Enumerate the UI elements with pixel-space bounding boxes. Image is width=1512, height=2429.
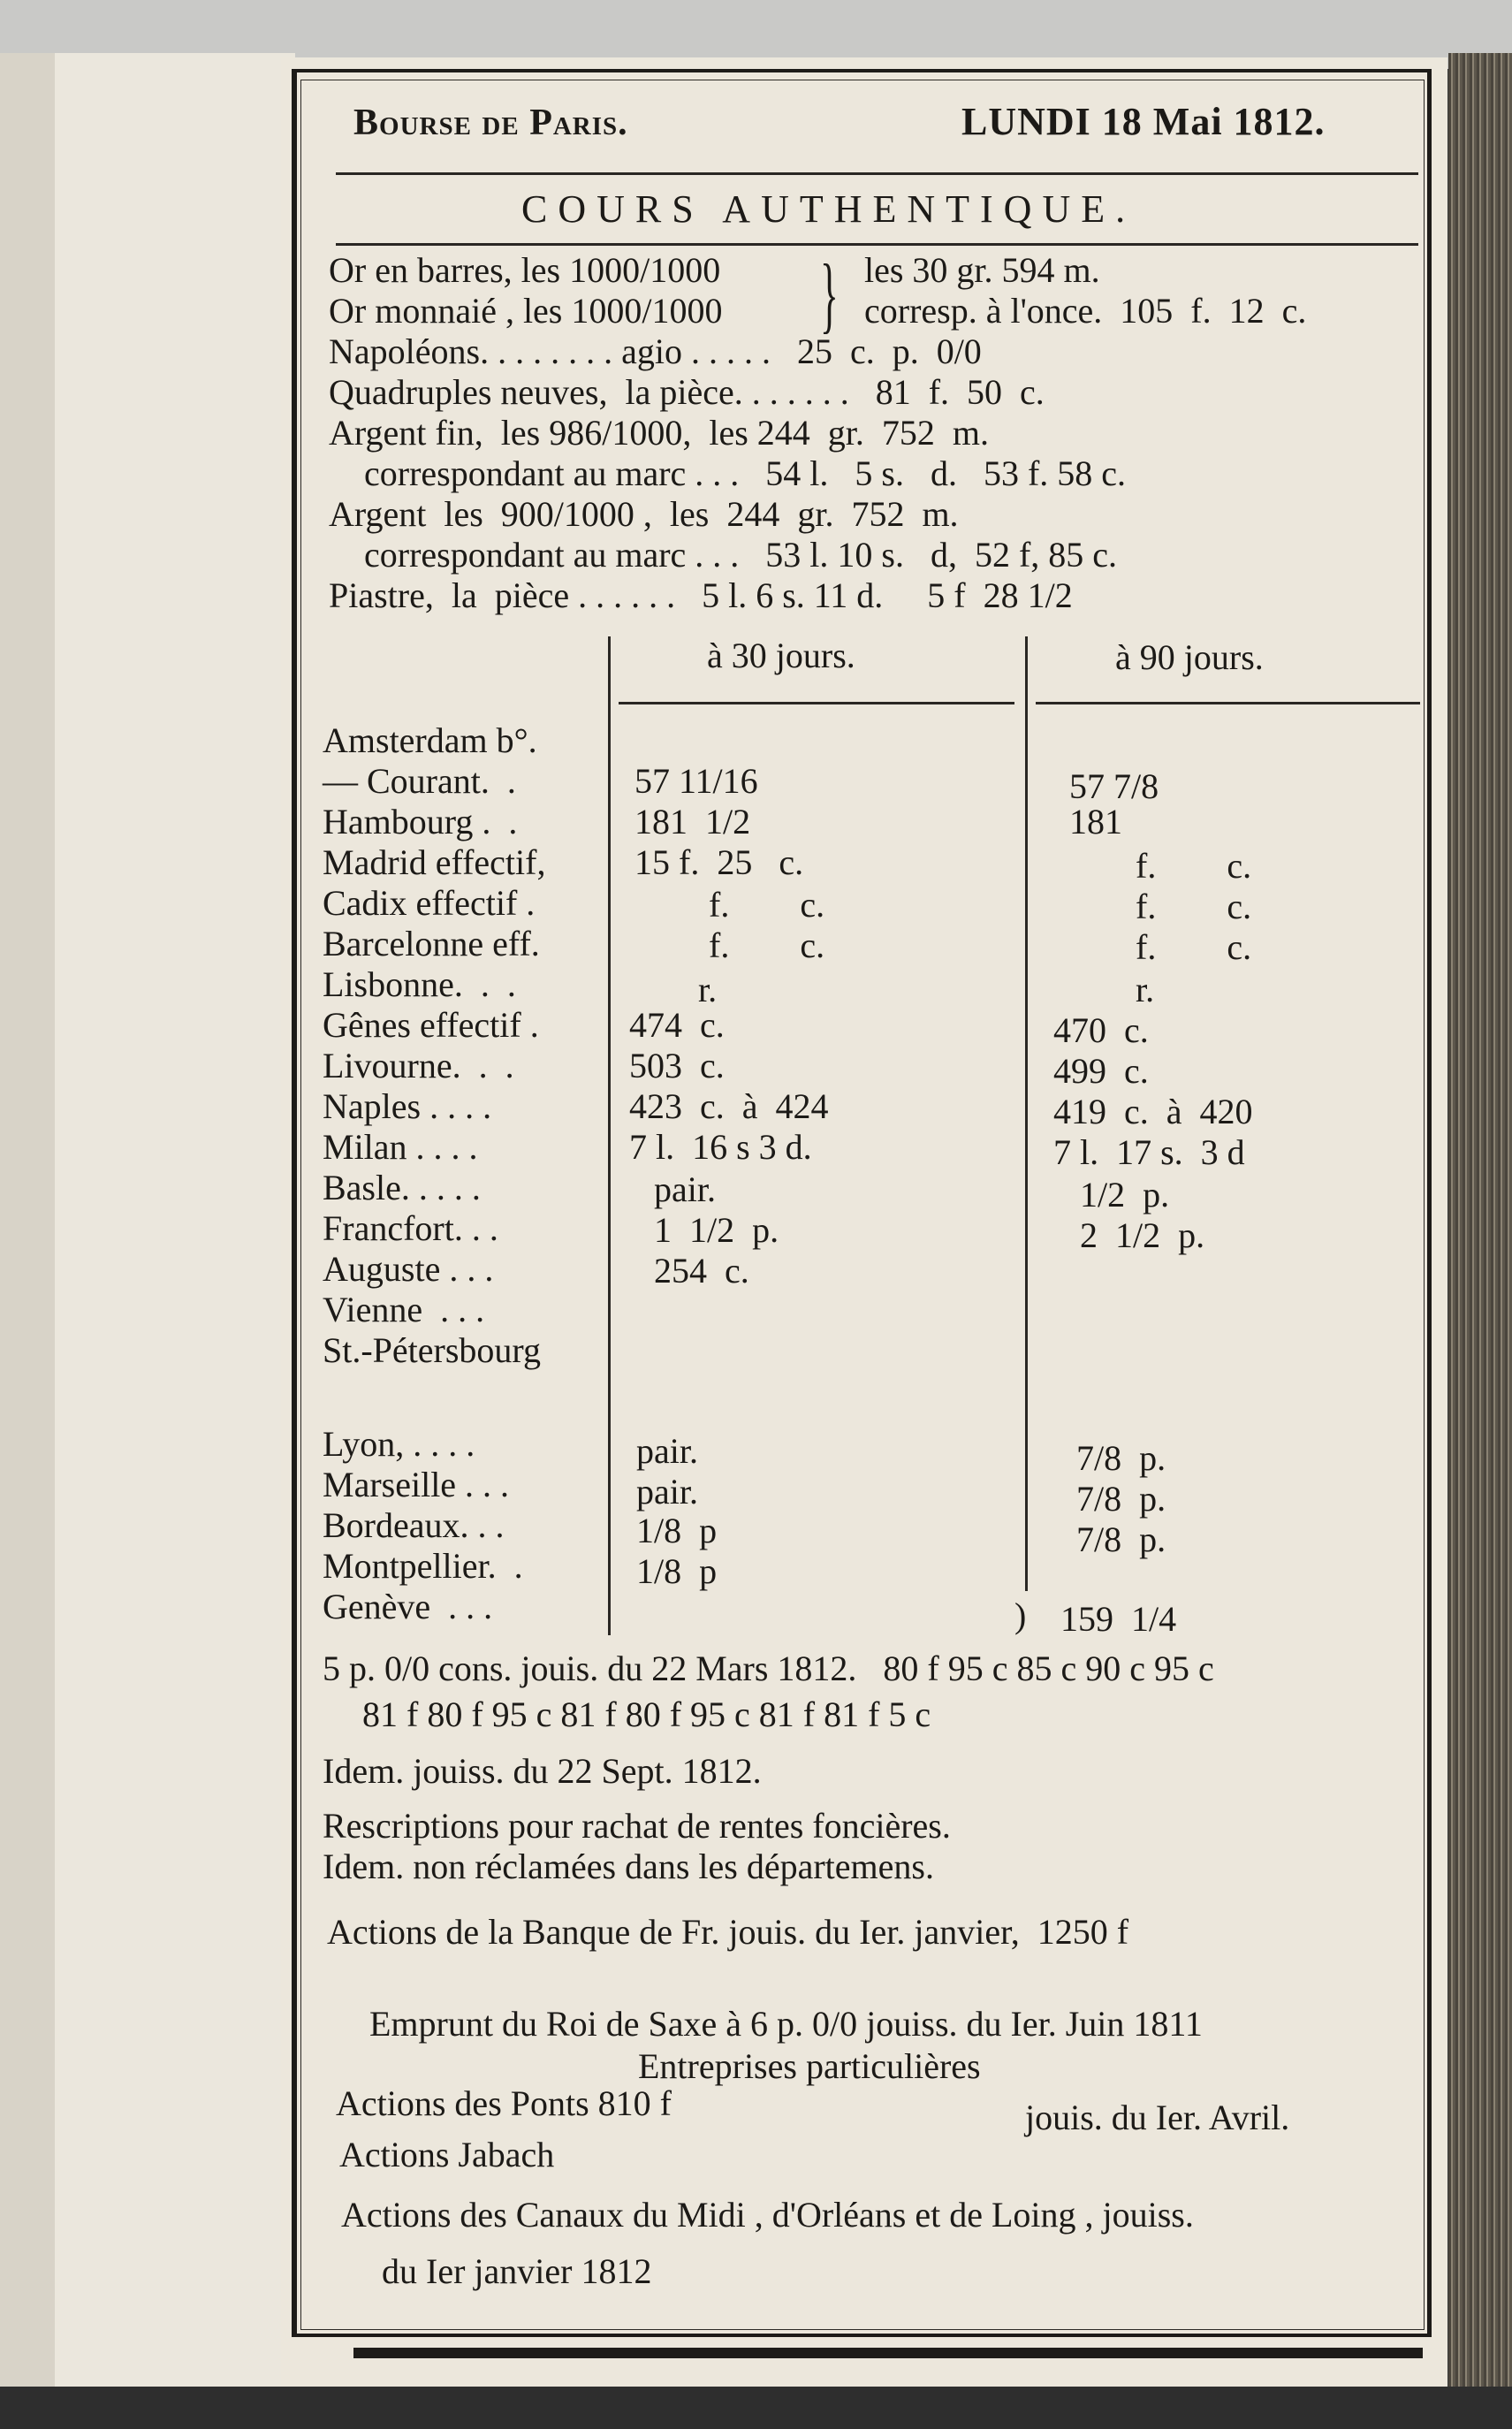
rate-90: 159 1/4 [1060,1599,1177,1639]
metal-napoleons: Napoléons. . . . . . . . agio . . . . . 25 c. p. 0/0 [329,331,982,371]
rate-90: r. [1136,970,1155,1009]
rate-90: 7/8 p. [1076,1519,1166,1559]
rate-30: f. c. [709,885,825,925]
book-spine [0,53,62,2429]
rente-idem-sept: Idem. jouiss. du 22 Sept. 1812. [323,1751,762,1791]
city-francfort: Francfort. . . [323,1208,498,1248]
city-livourne: Livourne. . . [323,1046,514,1085]
title-rule [336,243,1418,246]
rate-90: 1/2 p. [1080,1175,1170,1214]
actions-ponts: Actions des Ponts 810 f [336,2083,672,2123]
city-lyon: Lyon, . . . . [323,1424,475,1464]
rate-90: f. c. [1136,887,1252,926]
city-naples: Naples . . . . [323,1086,492,1126]
col-rule-30 [619,702,1014,704]
header-left: Bourse de Paris. [353,103,628,143]
rate-30: 254 c. [654,1251,749,1291]
rate-30: 15 f. 25 c. [634,842,804,882]
page-stack-edge [1448,53,1512,2429]
rate-30: 1/8 p [636,1511,718,1550]
rente-5pc-line1: 5 p. 0/0 cons. jouis. du 22 Mars 1812. 80 f 95 c 85 c 90 c 95 c [323,1649,1214,1688]
rate-30: pair. [636,1431,698,1471]
col-header-90-days: à 90 jours. [1115,637,1264,677]
city-st-petersbourg: St.-Pétersbourg [323,1330,542,1370]
city-milan: Milan . . . . [323,1127,478,1167]
city-barcelonne: Barcelonne eff. [323,924,540,963]
header-date: LUNDI 18 Mai 1812. [961,100,1326,143]
city-marseille: Marseille . . . [323,1465,510,1504]
metal-or-monnaie-price: corresp. à l'once. 105 f. 12 c. [864,291,1307,331]
rate-90: 7/8 p. [1076,1479,1166,1519]
rescriptions-idem: Idem. non réclamées dans les départemens. [323,1846,934,1886]
entreprises-heading: Entreprises particulières [638,2046,981,2086]
metal-argent-900: Argent les 900/1000 , les 244 gr. 752 m. [329,494,959,534]
metal-or-barres: Or en barres, les 1000/1000 [329,250,721,290]
city-genes: Gênes effectif . [323,1005,539,1045]
left-page-leaf [55,53,295,2422]
rente-5pc-line2: 81 f 80 f 95 c 81 f 80 f 95 c 81 f 81 f 5 c [362,1694,931,1734]
actions-canaux: Actions des Canaux du Midi , d'Orléans et de Loing , jouiss. [341,2195,1194,2235]
city-amsterdam-courant: — Courant. . [323,761,516,801]
rate-30: 423 c. à 424 [629,1086,829,1126]
rate-30: 474 c. [629,1005,725,1045]
rate-90: 7/8 p. [1076,1438,1166,1478]
emprunt-saxe: Emprunt du Roi de Saxe à 6 p. 0/0 jouiss. du Ier. Juin 1811 [369,2004,1203,2044]
rate-90: f. c. [1136,846,1252,886]
brace-icon: } [820,247,839,341]
metal-quadruples: Quadruples neuves, la pièce. . . . . . . 81 f. 50 c. [329,372,1045,412]
rate-30: r. [698,970,718,1009]
metal-argent-fin-marc: correspondant au marc . . . 54 l. 5 s. d. 53 f. 58 c. [364,453,1127,493]
city-cadix: Cadix effectif . [323,883,536,923]
city-auguste: Auguste . . . [323,1249,494,1289]
city-basle: Basle. . . . . [323,1168,481,1207]
rescriptions: Rescriptions pour rachat de rentes foncières. [323,1806,951,1846]
actions-canaux-date: du Ier janvier 1812 [382,2251,652,2291]
actions-jabach: Actions Jabach [339,2135,555,2174]
col-header-30-days: à 30 jours. [707,636,855,675]
header-rule [336,172,1418,175]
actions-banque: Actions de la Banque de Fr. jouis. du Ier. janvier, 1250 f [327,1912,1129,1952]
city-amsterdam: Amsterdam b°. [323,720,537,760]
city-madrid: Madrid effectif, [323,842,546,882]
rate-30: pair. [654,1169,716,1209]
actions-ponts-jouis: jouis. du Ier. Avril. [1025,2098,1290,2137]
rate-30: 503 c. [629,1046,725,1085]
metal-argent-900-marc: correspondant au marc . . . 53 l. 10 s. d, 52 f, 85 c. [364,535,1118,575]
table-divider-right [1025,636,1028,1591]
rate-30: 1 1/2 p. [654,1210,779,1250]
rate-90: 2 1/2 p. [1080,1215,1205,1255]
col-rule-90 [1036,702,1420,704]
metal-or-monnaie: Or monnaié , les 1000/1000 [329,291,723,331]
city-geneve: Genève . . . [323,1587,493,1626]
city-vienne: Vienne . . . [323,1290,485,1329]
city-bordeaux: Bordeaux. . . [323,1505,505,1545]
rate-30: 1/8 p [636,1551,718,1591]
city-lisbonne: Lisbonne. . . [323,964,516,1004]
bottom-rule-bar [353,2348,1423,2358]
rate-90: 57 7/8 [1069,766,1159,806]
rate-90: f. c. [1136,927,1252,967]
rate-30: pair. [636,1472,698,1511]
rate-90: 499 c. [1053,1051,1149,1091]
rate-90: 7 l. 17 s. 3 d [1053,1132,1245,1172]
scan-background-bottom [0,2387,1512,2429]
brace-icon: ) [1014,1595,1027,1635]
metal-argent-fin: Argent fin, les 986/1000, les 244 gr. 752 m. [329,413,989,453]
city-hambourg: Hambourg . . [323,802,518,841]
metal-piastre: Piastre, la pièce . . . . . . 5 l. 6 s. 11 d. 5 f 28 1/2 [329,575,1073,615]
rate-30: f. c. [709,925,825,965]
rate-30: 7 l. 16 s 3 d. [629,1127,812,1167]
page-title: COURS AUTHENTIQUE. [521,187,1136,231]
rate-90: 419 c. à 420 [1053,1092,1253,1131]
metal-or-barres-price: les 30 gr. 594 m. [864,250,1100,290]
city-montpellier: Montpellier. . [323,1546,523,1586]
table-divider-left [608,636,611,1635]
rate-90: 470 c. [1053,1010,1149,1050]
rate-30: 181 1/2 [634,802,751,841]
rate-30: 57 11/16 [634,761,758,801]
rate-90: 181 [1069,802,1122,841]
